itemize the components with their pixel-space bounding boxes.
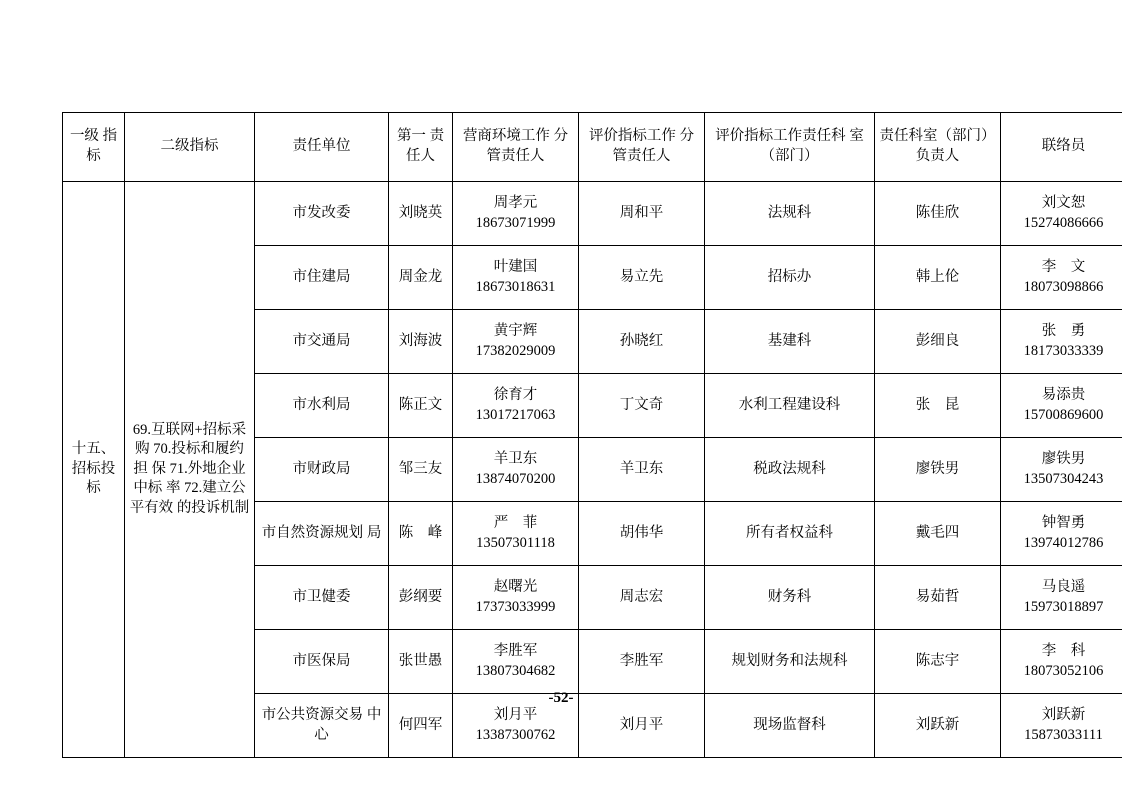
unit-line: 中心 (314, 706, 382, 743)
cell-index-manager: 刘月平 (579, 694, 705, 758)
env-manager-name: 李胜军 (493, 642, 538, 659)
env-manager-name: 羊卫东 (493, 450, 538, 467)
cell-level2-indicator (125, 182, 255, 758)
cell-responsible-department: 基建科 (705, 310, 875, 374)
cell-first-responsible: 何四军 (389, 694, 453, 758)
env-manager-name: 赵曙光 (493, 578, 538, 595)
cell-responsible-department: 财务科 (705, 566, 875, 630)
liaison-name: 钟智勇 (1041, 514, 1086, 531)
cell-index-manager: 羊卫东 (579, 438, 705, 502)
cell-responsible-department: 所有者权益科 (705, 502, 875, 566)
cell-responsible-department: 水利工程建设科 (705, 374, 875, 438)
liaison-name: 刘文恕 (1041, 194, 1086, 211)
env-manager-name: 周孝元 (493, 194, 538, 211)
level1-line: 十五、 (71, 441, 116, 458)
level1-line: 标 (86, 480, 101, 497)
header-responsible-unit (255, 113, 389, 182)
unit-line: 局 (366, 524, 382, 541)
unit-line: 市交通局 (292, 332, 351, 349)
cell-liaison (1001, 630, 1122, 694)
liaison-name: 易添贵 (1041, 386, 1086, 403)
cell-index-manager: 孙晓红 (579, 310, 705, 374)
cell-first-responsible: 陈 峰 (389, 502, 453, 566)
cell-department-head: 易茹哲 (875, 566, 1001, 630)
cell-responsible-department: 招标办 (705, 246, 875, 310)
page-number: -52- (548, 690, 574, 706)
cell-env-manager (453, 182, 579, 246)
cell-index-manager: 周志宏 (579, 566, 705, 630)
liaison-phone: 15700869600 (1023, 406, 1104, 423)
liaison-name: 李 文 (1041, 258, 1086, 275)
header-department-head (875, 113, 1001, 182)
level2-line: 保 (151, 460, 166, 477)
header-line: 分管责任人 (612, 128, 695, 164)
unit-line: 市水利局 (292, 396, 351, 413)
cell-responsible-department: 法规科 (705, 182, 875, 246)
cell-responsible-department: 规划财务和法规科 (705, 630, 875, 694)
cell-first-responsible: 彭纲要 (389, 566, 453, 630)
env-manager-phone: 13807304682 (475, 662, 556, 679)
cell-index-manager: 丁文奇 (579, 374, 705, 438)
cell-env-manager (453, 630, 579, 694)
liaison-phone: 18073098866 (1023, 278, 1104, 295)
env-manager-phone: 17373033999 (475, 598, 556, 615)
table-header-row (63, 113, 1122, 182)
unit-line: 市发改委 (292, 204, 351, 221)
cell-first-responsible: 刘海波 (389, 310, 453, 374)
cell-liaison (1001, 374, 1122, 438)
unit-line: 市财政局 (292, 460, 351, 477)
header-line: 责任科室（部门） (879, 128, 996, 145)
header-line: 二级指标 (160, 138, 219, 155)
responsibility-table-container (62, 112, 1104, 758)
cell-env-manager (453, 374, 579, 438)
cell-index-manager: 易立先 (579, 246, 705, 310)
table-row (63, 182, 1122, 246)
unit-line: 市医保局 (292, 652, 351, 669)
cell-index-manager: 周和平 (579, 182, 705, 246)
liaison-name: 张 勇 (1041, 322, 1086, 339)
header-line: 第一 (396, 128, 426, 145)
level1-line: 招标投 (71, 460, 116, 477)
header-line: 室（部门） (760, 128, 864, 164)
cell-first-responsible: 邹三友 (389, 438, 453, 502)
header-first-responsible (389, 113, 453, 182)
cell-responsible-unit (255, 310, 389, 374)
liaison-phone: 15274086666 (1023, 214, 1104, 231)
cell-responsible-unit (255, 502, 389, 566)
cell-first-responsible: 张世愚 (389, 630, 453, 694)
env-manager-phone: 13017217063 (475, 406, 556, 423)
header-line: 负责人 (915, 148, 960, 164)
cell-department-head: 张 昆 (875, 374, 1001, 438)
liaison-name: 马良遥 (1041, 578, 1086, 595)
header-line: 指标 (86, 128, 118, 164)
cell-env-manager (453, 566, 579, 630)
env-manager-phone: 18673018631 (475, 278, 556, 295)
cell-liaison (1001, 438, 1122, 502)
cell-responsible-department: 现场监督科 (705, 694, 875, 758)
liaison-name: 李 科 (1041, 642, 1086, 659)
level2-line: 70.投标和履约担 (133, 441, 244, 477)
env-manager-name: 徐育才 (493, 386, 538, 403)
cell-department-head: 陈佳欣 (875, 182, 1001, 246)
cell-env-manager (453, 438, 579, 502)
level2-line: 69.互联网+招标采 (132, 421, 247, 438)
env-manager-phone: 13874070200 (475, 470, 556, 487)
cell-department-head: 彭细良 (875, 310, 1001, 374)
header-line: 联络员 (1041, 138, 1086, 155)
header-line: 责任人 (406, 128, 445, 164)
cell-responsible-unit (255, 566, 389, 630)
level2-line: 率 (165, 480, 181, 497)
cell-department-head: 陈志宇 (875, 630, 1001, 694)
table-body (63, 182, 1122, 758)
cell-env-manager (453, 502, 579, 566)
env-manager-name: 叶建国 (493, 258, 538, 275)
cell-department-head: 韩上伦 (875, 246, 1001, 310)
liaison-name: 廖铁男 (1041, 450, 1086, 467)
unit-line: 市公共资源交易 (261, 706, 364, 723)
header-env-manager (453, 113, 579, 182)
cell-responsible-unit (255, 630, 389, 694)
cell-department-head: 廖铁男 (875, 438, 1001, 502)
header-line: 分管责任人 (486, 128, 569, 164)
env-manager-phone: 18673071999 (475, 214, 556, 231)
cell-level1-indicator (63, 182, 125, 758)
liaison-phone: 13974012786 (1023, 534, 1104, 551)
level2-line: 72.建立公平有效 (129, 480, 246, 516)
header-line: 评价指标工作责任科 (715, 128, 846, 145)
cell-liaison (1001, 502, 1122, 566)
env-manager-name: 严 菲 (493, 514, 538, 531)
level2-line: 购 (135, 441, 150, 458)
cell-liaison (1001, 310, 1122, 374)
level2-line: 71.外地企业中标 (133, 460, 246, 497)
unit-line: 市住建局 (292, 268, 351, 285)
unit-line: 市卫健委 (292, 588, 351, 605)
liaison-phone: 18173033339 (1023, 342, 1104, 359)
liaison-phone: 18073052106 (1023, 662, 1104, 679)
cell-liaison (1001, 246, 1122, 310)
liaison-phone: 15973018897 (1023, 598, 1104, 615)
cell-responsible-department: 税政法规科 (705, 438, 875, 502)
env-manager-phone: 13507301118 (476, 534, 555, 551)
table-header (63, 113, 1122, 182)
cell-env-manager (453, 310, 579, 374)
cell-liaison (1001, 182, 1122, 246)
header-line: 一级 (69, 128, 99, 145)
env-manager-phone: 17382029009 (475, 342, 556, 359)
liaison-phone: 13507304243 (1023, 470, 1104, 487)
responsibility-table (62, 112, 1122, 758)
level2-line: 的投诉机制 (176, 499, 250, 516)
header-level1-indicator (63, 113, 125, 182)
cell-first-responsible: 刘晓英 (389, 182, 453, 246)
header-liaison (1001, 113, 1122, 182)
liaison-name: 刘跃新 (1041, 706, 1086, 723)
env-manager-name: 刘月平 (493, 706, 538, 723)
env-manager-phone: 13387300762 (475, 726, 556, 743)
header-index-manager (579, 113, 705, 182)
header-responsible-department (705, 113, 875, 182)
liaison-phone: 15873033111 (1024, 726, 1103, 743)
cell-index-manager: 李胜军 (579, 630, 705, 694)
cell-liaison (1001, 566, 1122, 630)
cell-department-head: 刘跃新 (875, 694, 1001, 758)
header-line: 营商环境工作 (462, 128, 550, 145)
cell-responsible-unit (255, 182, 389, 246)
cell-index-manager: 胡伟华 (579, 502, 705, 566)
cell-responsible-unit (255, 374, 389, 438)
env-manager-name: 黄宇辉 (493, 322, 538, 339)
header-line: 责任单位 (292, 138, 351, 155)
unit-line: 市自然资源规划 (261, 524, 364, 541)
cell-responsible-unit (255, 246, 389, 310)
cell-env-manager (453, 246, 579, 310)
cell-first-responsible: 陈正文 (389, 374, 453, 438)
cell-first-responsible: 周金龙 (389, 246, 453, 310)
cell-department-head: 戴毛四 (875, 502, 1001, 566)
header-line: 评价指标工作 (588, 128, 676, 145)
cell-responsible-unit (255, 438, 389, 502)
header-level2-indicator (125, 113, 255, 182)
